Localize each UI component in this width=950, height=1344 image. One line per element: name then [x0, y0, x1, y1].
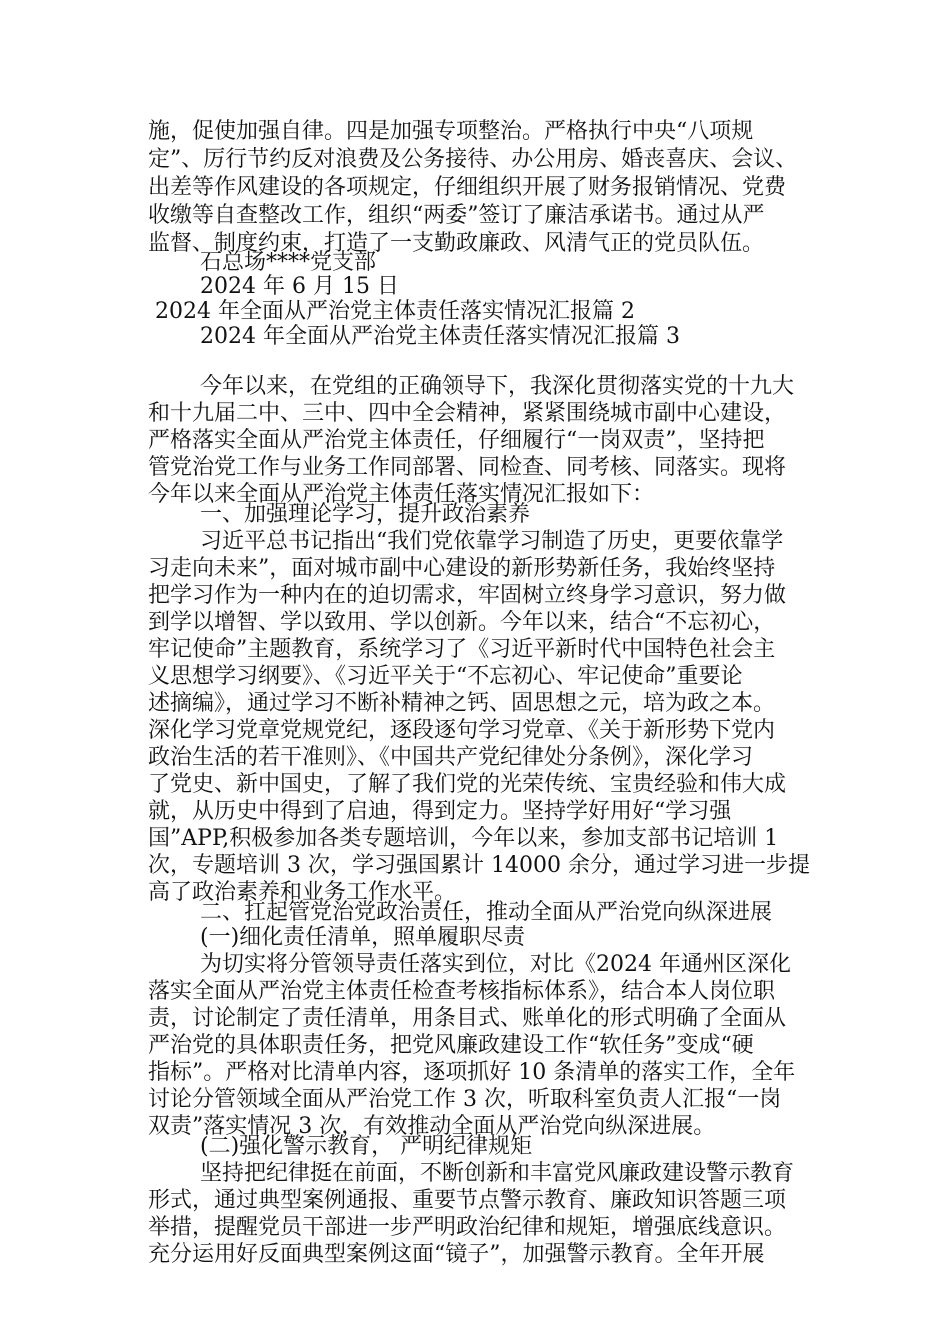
text-line: 次，专题培训 3 次，学习强国累计 14000 余分，通过学习进一步提: [148, 853, 810, 878]
text-line: 国”APP,积极参加各类专题培训，今年以来，参加支部书记培训 1: [148, 826, 779, 851]
section-title: 2024 年全面从严治党主体责任落实情况汇报篇 3: [200, 324, 680, 349]
text-line: 讨论分管领域全面从严治党工作 3 次，听取科室负责人汇报“一岗: [148, 1087, 782, 1112]
text-line: 施，促使加强自律。四是加强专项整治。严格执行中央“八项规: [148, 119, 754, 144]
signature-org: 石总场****党支部: [200, 250, 377, 275]
text-line: 监督、制度约束，打造了一支勤政廉政、风清气正的党员队伍。: [148, 231, 765, 256]
text-line: 述摘编》，通过学习不断补精神之钙、固思想之元，培为政之本。: [148, 691, 776, 716]
heading-2-1: (一)细化责任清单，照单履职尽责: [200, 925, 526, 950]
heading-2: 二、扛起管党治党政治责任，推动全面从严治党向纵深进展: [200, 900, 773, 925]
text-line: 责，讨论制定了责任清单，用条目式、账单化的形式明确了全面从: [148, 1006, 787, 1031]
text-line: 定”、厉行节约反对浪费及公务接待、办公用房、婚丧喜庆、会议、: [148, 147, 798, 172]
heading-2-2: (二)强化警示教育， 严明纪律规矩: [200, 1134, 533, 1159]
text-line: 出差等作风建设的各项规定，仔细组织开展了财务报销情况、党费: [148, 175, 787, 200]
text-line: 到学以增智、学以致用、学以创新。今年以来，结合“不忘初心，: [148, 610, 776, 635]
text-line: 了党史、新中国史，了解了我们党的光荣传统、宝贵经验和伟大成: [148, 772, 787, 797]
text-line: 就，从历史中得到了启迪，得到定力。坚持学好用好“学习强: [148, 799, 732, 824]
signature-date: 2024 年 6 月 15 日: [200, 274, 399, 299]
text-line: 把学习作为一种内在的迫切需求，牢固树立终身学习意识，努力做: [148, 583, 787, 608]
text-line: 落实全面从严治党主体责任检查考核指标体系》，结合本人岗位职: [148, 979, 776, 1004]
text-line: 严治党的具体职责任务，把党风廉政建设工作“软任务”变成“硬: [148, 1033, 754, 1058]
text-line: 严格落实全面从严治党主体责任，仔细履行“一岗双责”，坚持把: [148, 428, 765, 453]
text-line: 坚持把纪律挺在前面，不断创新和丰富党风廉政建设警示教育: [200, 1161, 795, 1186]
text-line: 习走向未来”，面对城市副中心建设的新形势新任务，我始终坚持: [148, 556, 776, 581]
text-line: 形式，通过典型案例通报、重要节点警示教育、廉政知识答题三项: [148, 1188, 787, 1213]
text-line: 政治生活的若干准则》、《中国共产党纪律处分条例》，深化学习: [148, 745, 754, 770]
text-line: 为切实将分管领导责任落实到位，对比《2024 年通州区深化: [200, 952, 791, 977]
heading-1: 一、加强理论学习，提升政治素养: [200, 502, 531, 527]
text-line: 充分运用好反面典型案例这面“镜子”，加强警示教育。全年开展: [148, 1242, 765, 1267]
text-line: 和十九届二中、三中、四中全会精神，紧紧围绕城市副中心建设，: [148, 401, 787, 426]
text-line: 牢记使命”主题教育，系统学习了《习近平新时代中国特色社会主: [148, 637, 776, 662]
text-line: 义思想学习纲要》、《习近平关于“不忘初心、牢记使命”重要论: [148, 664, 743, 689]
text-line: 收缴等自查整改工作，组织“两委”签订了廉洁承诺书。通过从严: [148, 203, 765, 228]
text-line: 习近平总书记指出“我们党依靠学习制造了历史，更要依靠学: [200, 529, 784, 554]
text-line: 管党治党工作与业务工作同部署、同检查、同考核、同落实。现将: [148, 455, 787, 480]
text-line: 指标”。严格对比清单内容，逐项抓好 10 条清单的落实工作，全年: [148, 1060, 796, 1085]
text-line: 举措，提醒党员干部进一步严明政治纪律和规矩，增强底线意识。: [148, 1215, 787, 1240]
text-line: 今年以来，在党组的正确领导下，我深化贯彻落实党的十九大: [200, 374, 795, 399]
section-title: 2024 年全面从严治党主体责任落实情况汇报篇 2: [155, 299, 635, 324]
text-line: 高了政治素养和业务工作水平。: [148, 880, 457, 905]
text-line: 今年以来全面从严治党主体责任落实情况汇报如下：: [148, 482, 655, 507]
text-line: 双责”落实情况 3 次，有效推动全面从严治党向纵深进展。: [148, 1114, 716, 1139]
text-line: 深化学习党章党规党纪，逐段逐句学习党章、《关于新形势下党内: [148, 718, 776, 743]
